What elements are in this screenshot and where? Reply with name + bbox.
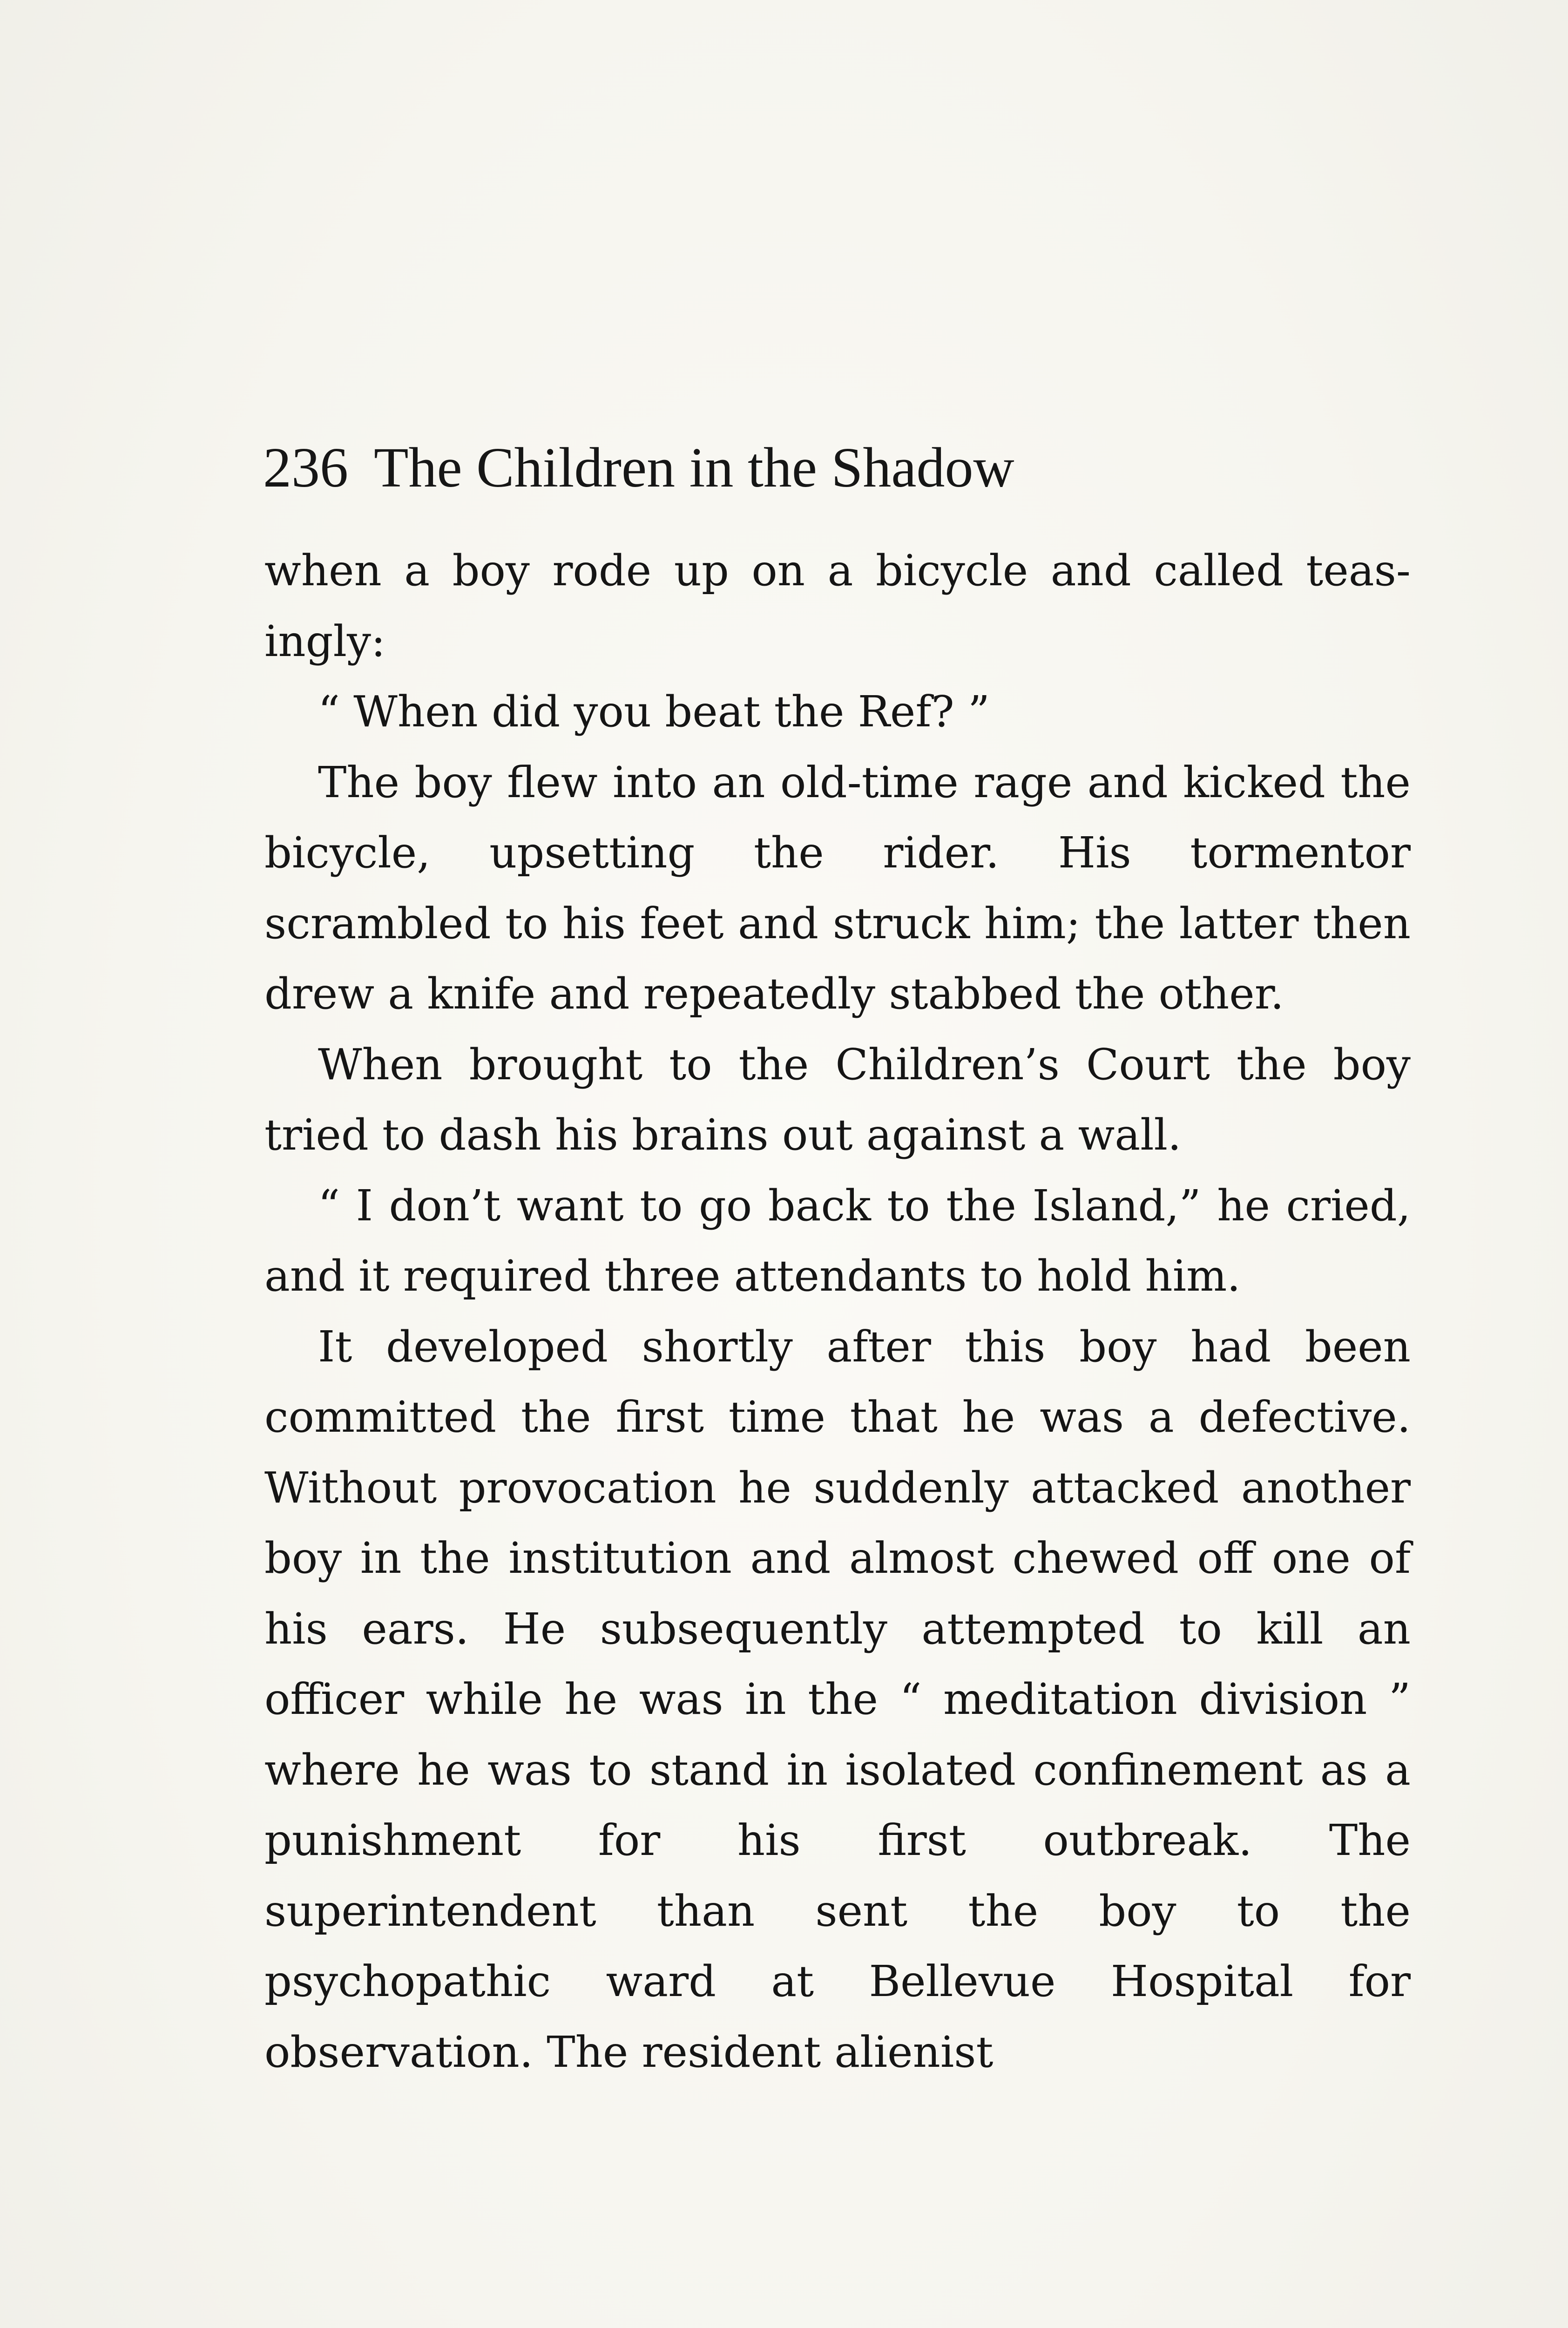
paragraph-quote-ref: “ When did you beat the Ref? ” xyxy=(318,687,990,737)
running-title: The Children in the Shadow xyxy=(374,436,1014,499)
paragraph-defective: It developed shortly after this boy had been committed the first time that he was a defective. Without provocation he suddenly attacked another boy in the institution and almost chewed off one of his ears. He subsequently attempted to kill an officer while he was in the “ meditation division ” where he was to stand in isolated confinement as a punishment for his first outbreak. The superintendent than sent the boy to the psychopathic ward at Bellevue Hospital for observation. The resident alienist xyxy=(264,1321,1411,2077)
paragraph-bicycle: The boy flew into an old-time rage and kicked the bicycle, upsetting the rider. His tormentor scrambled to his feet and struck him; the latter then drew a knife and repeatedly stabbed the other. xyxy=(264,757,1411,1019)
running-head xyxy=(263,431,1427,505)
page-number: 236 xyxy=(263,436,348,499)
paragraph-quote-island: “ I don’t want to go back to the Island,” he cried, and it required three attendants to hold him. xyxy=(264,1180,1411,1301)
body-text xyxy=(264,535,1411,2087)
paragraph-continuation: when a boy rode up on a bicycle and called teasingly: xyxy=(264,546,1411,666)
paragraph-court: When brought to the Children’s Court the boy tried to dash his brains out against a wall. xyxy=(264,1039,1411,1160)
